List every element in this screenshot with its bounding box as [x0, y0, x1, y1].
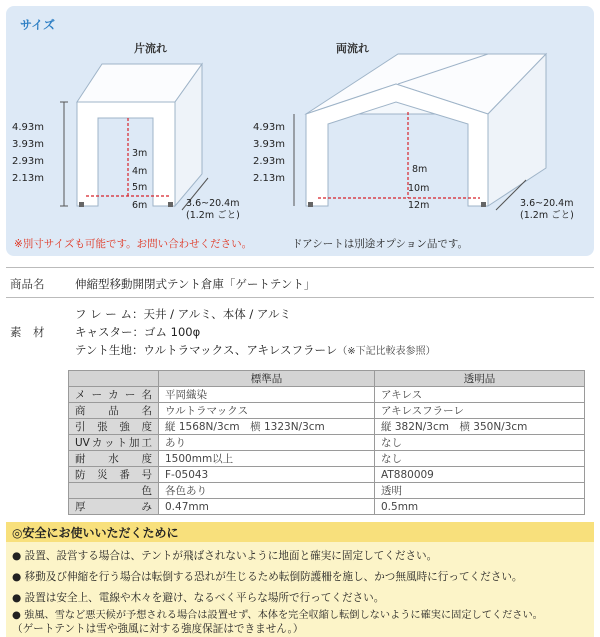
product-name-label: 商品名 — [10, 277, 45, 291]
safety-item: ● 強風、雪など悪天候が予想される場合は設置せず、本体を完全収縮し転倒しないように確実に固定してください。 — [12, 610, 543, 621]
single-length-label: 3.6~20.4m (1.2m ごと) — [186, 198, 240, 221]
depth-label: 5m — [132, 182, 148, 193]
table-row: 色 各色あり 透明 — [69, 483, 585, 499]
height-label: 2.93m — [12, 156, 45, 167]
safety-item: ● 移動及び伸縮を行う場合は転倒する恐れが生じるため転倒防護柵を施し、かつ無風時に行ってください。 — [12, 571, 523, 583]
table-row: メーカー名 平岡織染 アキレス — [69, 387, 585, 403]
table-row: UVカット加工 あり なし — [69, 435, 585, 451]
size-title: サイズ — [20, 18, 56, 32]
divider — [6, 297, 594, 298]
material-list — [75, 305, 436, 361]
table-row: 商品名 ウルトラマックス アキレスフラーレ — [69, 403, 585, 419]
height-label: 2.13m — [12, 173, 45, 184]
single-height-labels — [12, 119, 44, 187]
table-row: 引張強度 縦 1568N/3cm 横 1323N/3cm 縦 382N/3cm 横 350N/3cm — [69, 419, 585, 435]
table-header: 標準品 — [159, 371, 375, 387]
height-label: 2.13m — [253, 173, 286, 184]
double-height-labels — [253, 119, 285, 187]
product-name-value: 伸縮型移動開閉式テント倉庫「ゲートテント」 — [75, 277, 316, 291]
safety-item: ● 設置は安全上、電線や木々を避け、なるべく平らな場所で行ってください。 — [12, 592, 385, 604]
depth-label: 4m — [132, 166, 148, 177]
table-header-row — [69, 371, 585, 387]
height-label: 4.93m — [12, 122, 45, 133]
single-slope-title: 片流れ — [134, 42, 167, 55]
spec-comparison-table — [68, 370, 585, 515]
depth-label: 10m — [408, 183, 430, 194]
height-label: 3.93m — [253, 139, 286, 150]
table-header — [69, 371, 159, 387]
height-label: 3.93m — [12, 139, 45, 150]
height-label: 4.93m — [253, 122, 286, 133]
table-row: 耐水度 1500mm以上 なし — [69, 451, 585, 467]
divider — [6, 267, 594, 268]
table-row: 防災番号 F-05043 AT880009 — [69, 467, 585, 483]
double-slope-tent-diagram — [290, 50, 560, 220]
table-row: 厚み 0.47mm 0.5mm — [69, 499, 585, 515]
material-frame: フ レ ー ム：天井 / アルミ、本体 / アルミ — [75, 307, 291, 321]
table-header: 透明品 — [375, 371, 585, 387]
safety-item: ● 設置、設営する場合は、テントが飛ばされないように地面と確実に固定してください。 — [12, 550, 438, 562]
depth-label: 6m — [132, 200, 148, 211]
depth-label: 3m — [132, 148, 148, 159]
custom-size-note: ※別寸サイズも可能です。お問い合わせください。 — [14, 238, 253, 250]
safety-item-note: （ゲートテントは雪や強風に対する強度保証はできません。） — [12, 623, 304, 635]
depth-label: 8m — [412, 164, 428, 175]
material-label: 素 材 — [10, 325, 45, 339]
depth-label: 12m — [408, 200, 430, 211]
double-slope-title: 両流れ — [336, 42, 369, 55]
material-fabric: テント生地：ウルトラマックス、アキレスフラーレ（※下記比較表参照） — [75, 343, 436, 357]
material-caster: キャスター：ゴム 100φ — [75, 325, 201, 339]
height-label: 2.93m — [253, 156, 286, 167]
door-sheet-note: ドアシートは別途オプション品です。 — [292, 238, 468, 250]
double-length-label: 3.6~20.4m (1.2m ごと) — [520, 198, 574, 221]
safety-heading: ◎安全にお使いいただくために — [12, 526, 179, 540]
